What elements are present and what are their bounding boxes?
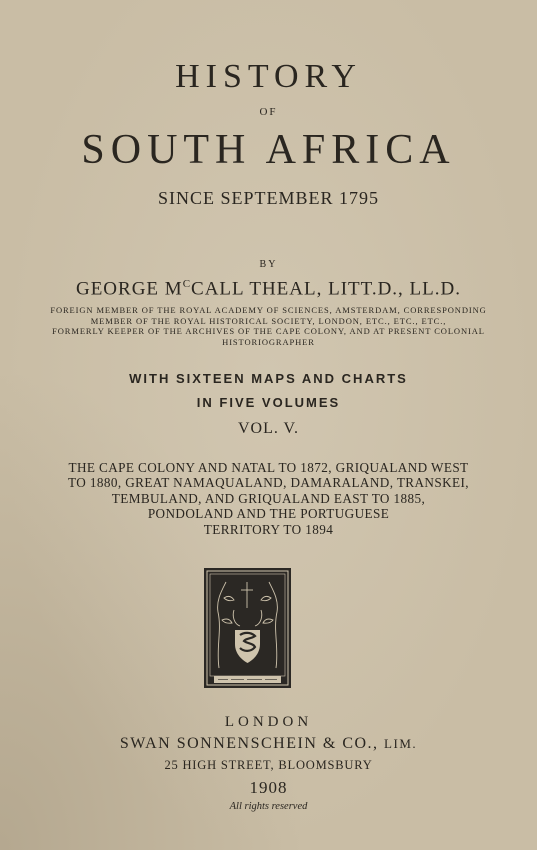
credential-line: MEMBER OF THE ROYAL HISTORICAL SOCIETY, LONDON, ETC., ETC., ETC., <box>90 315 447 326</box>
author-name-rest: CALL THEAL, LITT.D., LL.D. <box>191 278 461 300</box>
maps-note: WITH SIXTEEN MAPS AND CHARTS <box>129 371 408 386</box>
contents-line: THE CAPE COLONY AND NATAL TO 1872, GRIQUALAND WEST <box>68 460 469 475</box>
imprint-address: 25 HIGH STREET, BLOOMSBURY <box>164 758 373 772</box>
publisher-name: SWAN SONNENSCHEIN & CO., <box>119 735 379 752</box>
contents-line: TO 1880, GREAT NAMAQUALAND, DAMARALAND, TRANSKEI, <box>68 475 469 491</box>
title-connector: OF <box>259 106 278 118</box>
imprint-year: 1908 <box>249 778 288 797</box>
author-by: BY <box>259 259 278 270</box>
credential-line: FOREIGN MEMBER OF THE ROYAL ACADEMY OF SCIENCES, AMSTERDAM, CORRESPONDING <box>50 305 487 315</box>
contents-line: TERRITORY TO 1894 <box>203 521 334 537</box>
author-name-prefix: GEORGE M <box>75 278 183 300</box>
author-name <box>0 278 537 300</box>
book-title: HISTORY <box>175 58 362 95</box>
author-credentials <box>10 305 527 347</box>
contents-line: PONDOLAND AND THE PORTUGUESE <box>147 506 390 522</box>
credential-line: HISTORIOGRAPHER <box>222 336 315 347</box>
imprint-publisher <box>0 735 537 753</box>
volumes-note: IN FIVE VOLUMES <box>196 395 341 410</box>
author-name-superscript: C <box>182 278 192 290</box>
imprint-city: LONDON <box>224 714 313 730</box>
volume-number: VOL. V. <box>237 420 300 437</box>
publisher-device-icon <box>204 568 291 688</box>
book-subtitle: SOUTH AFRICA <box>81 127 456 173</box>
publisher-lim: LIM. <box>384 736 418 751</box>
credential-line: FORMERLY KEEPER OF THE ARCHIVES OF THE CAPE COLONY, AND AT PRESENT COLONIAL <box>52 326 485 336</box>
rights-notice: All rights reserved <box>229 801 308 812</box>
title-period: SINCE SEPTEMBER 1795 <box>157 188 380 208</box>
contents-line: TEMBULAND, AND GRIQUALAND EAST TO 1885, <box>111 490 426 506</box>
volume-contents <box>0 460 537 537</box>
